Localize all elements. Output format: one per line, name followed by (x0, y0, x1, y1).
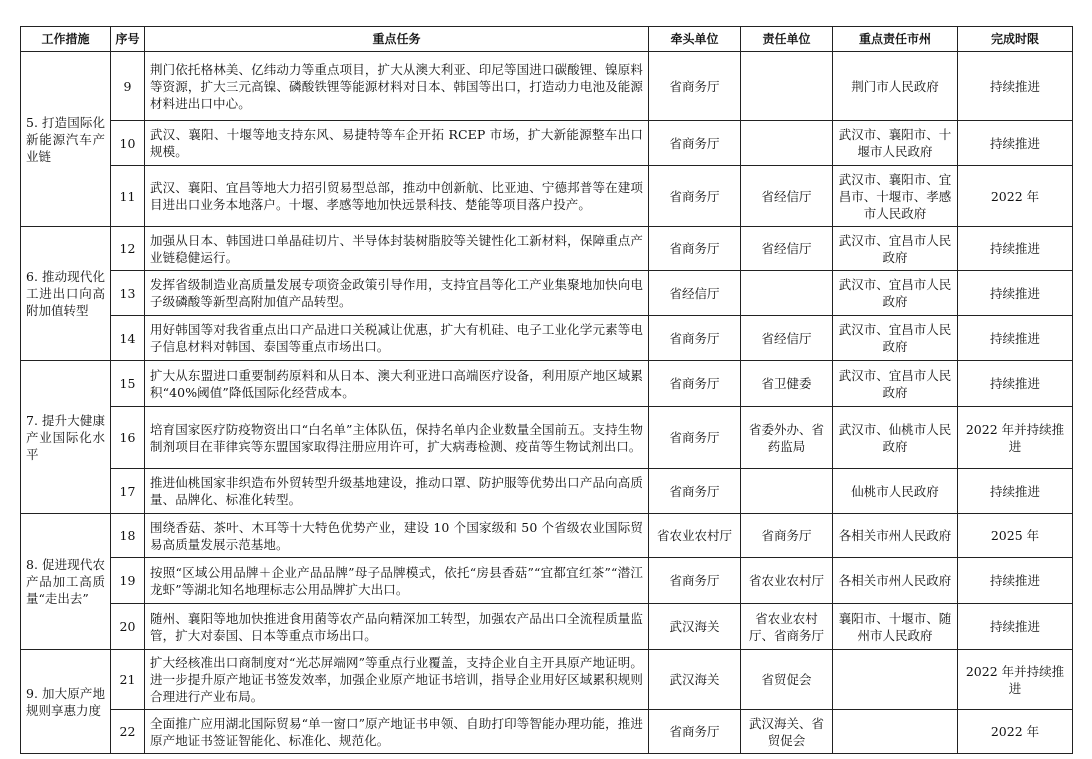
table-row (21, 650, 1073, 710)
task-text: 推进仙桃国家非织造布外贸转型升级基地建设，推动口罩、防护服等优势出口产品向高质量、品牌化、标准化转型。 (145, 469, 649, 514)
measure-cell: 7. 提升大健康产业国际化水平 (21, 361, 111, 514)
row-number: 17 (111, 469, 145, 514)
lead-unit: 省商务厅 (649, 121, 741, 166)
task-text: 武汉、襄阳、十堰等地支持东风、易捷特等车企开拓 RCEP 市场，扩大新能源整车出口规模。 (145, 121, 649, 166)
responsible-unit: 武汉海关、省贸促会 (741, 710, 833, 754)
row-number: 20 (111, 604, 145, 650)
deadline: 2022 年并持续推进 (958, 650, 1073, 710)
lead-unit: 省商务厅 (649, 52, 741, 121)
task-text: 按照“区域公用品牌＋企业产品品牌”母子品牌模式，依托“房县香菇”“宜都宜红茶”“潜江龙虾”等湖北知名地理标志公用品牌扩大出口。 (145, 558, 649, 604)
deadline: 持续推进 (958, 52, 1073, 121)
table-row (21, 316, 1073, 361)
table-row (21, 271, 1073, 316)
header-responsible-unit: 责任单位 (741, 27, 833, 52)
responsible-unit: 省贸促会 (741, 650, 833, 710)
row-number: 22 (111, 710, 145, 754)
lead-unit: 省商务厅 (649, 227, 741, 271)
responsible-unit: 省农业农村厅 (741, 558, 833, 604)
city (833, 710, 958, 754)
task-text: 全面推广应用湖北国际贸易“单一窗口”原产地证书申领、自助打印等智能办理功能，推进原产地证书签证智能化、标准化、规范化。 (145, 710, 649, 754)
measure-cell: 9. 加大原产地规则享惠力度 (21, 650, 111, 754)
row-number: 12 (111, 227, 145, 271)
city: 武汉市、宜昌市人民政府 (833, 361, 958, 407)
city (833, 650, 958, 710)
table-row (21, 469, 1073, 514)
table-row (21, 52, 1073, 121)
table-row (21, 361, 1073, 407)
header-lead-unit: 牵头单位 (649, 27, 741, 52)
measure-cell: 6. 推动现代化工进出口向高附加值转型 (21, 227, 111, 361)
task-text: 发挥省级制造业高质量发展专项资金政策引导作用，支持宜昌等化工产业集聚地加快向电子级磷酸等新型高附加值产品转型。 (145, 271, 649, 316)
task-text: 用好韩国等对我省重点出口产品进口关税减让优惠，扩大有机硅、电子工业化学元素等电子信息材料对韩国、泰国等重点市场出口。 (145, 316, 649, 361)
task-text: 培育国家医疗防疫物资出口“白名单”主体队伍，保持名单内企业数量全国前五。支持生物制剂项目在菲律宾等东盟国家取得注册应用许可，扩大病毒检测、疫苗等生物试剂出口。 (145, 407, 649, 469)
responsible-unit: 省农业农村厅、省商务厅 (741, 604, 833, 650)
lead-unit: 武汉海关 (649, 650, 741, 710)
row-number: 13 (111, 271, 145, 316)
lead-unit: 省经信厅 (649, 271, 741, 316)
responsible-unit: 省商务厅 (741, 514, 833, 558)
responsible-unit: 省经信厅 (741, 316, 833, 361)
responsible-unit: 省委外办、省药监局 (741, 407, 833, 469)
task-text: 扩大经核准出口商制度对“光芯屏端网”等重点行业覆盖，支持企业自主开具原产地证明。进一步提升原产地证书签发效率，加强企业原产地证书培训，指导企业用好区域累积规则合理进行产业布局。 (145, 650, 649, 710)
lead-unit: 省商务厅 (649, 710, 741, 754)
responsible-unit (741, 121, 833, 166)
city: 襄阳市、十堰市、随州市人民政府 (833, 604, 958, 650)
table-row (21, 166, 1073, 227)
deadline: 持续推进 (958, 121, 1073, 166)
row-number: 19 (111, 558, 145, 604)
deadline: 2025 年 (958, 514, 1073, 558)
lead-unit: 省商务厅 (649, 407, 741, 469)
task-text: 荆门依托格林美、亿纬动力等重点项目，扩大从澳大利亚、印尼等国进口碳酸锂、镍原料等资源，扩大三元高镍、磷酸铁锂等能源材料对日本、韩国等出口，打造动力电池及能源材料进出口中心。 (145, 52, 649, 121)
deadline: 2022 年 (958, 166, 1073, 227)
table-row (21, 227, 1073, 271)
header-deadline: 完成时限 (958, 27, 1073, 52)
lead-unit: 省商务厅 (649, 361, 741, 407)
responsible-unit: 省卫健委 (741, 361, 833, 407)
deadline: 2022 年 (958, 710, 1073, 754)
deadline: 持续推进 (958, 227, 1073, 271)
lead-unit: 省商务厅 (649, 469, 741, 514)
measure-cell: 8. 促进现代农产品加工高质量“走出去” (21, 514, 111, 650)
header-measure: 工作措施 (21, 27, 111, 52)
task-text: 围绕香菇、茶叶、木耳等十大特色优势产业，建设 10 个国家级和 50 个省级农业国际贸易高质量发展示范基地。 (145, 514, 649, 558)
lead-unit: 省农业农村厅 (649, 514, 741, 558)
deadline: 2022 年并持续推进 (958, 407, 1073, 469)
header-city: 重点责任市州 (833, 27, 958, 52)
table-row (21, 514, 1073, 558)
city: 武汉市、襄阳市、十堰市人民政府 (833, 121, 958, 166)
table-row (21, 604, 1073, 650)
lead-unit: 省商务厅 (649, 166, 741, 227)
responsible-unit: 省经信厅 (741, 166, 833, 227)
header-row (21, 27, 1073, 52)
table-row (21, 710, 1073, 754)
lead-unit: 省商务厅 (649, 316, 741, 361)
row-number: 15 (111, 361, 145, 407)
task-text: 武汉、襄阳、宜昌等地大力招引贸易型总部，推动中创新航、比亚迪、宁德邦普等在建项目进出口业务本地落户。十堰、孝感等地加快远景科技、楚能等项目落户投产。 (145, 166, 649, 227)
table-row (21, 558, 1073, 604)
row-number: 14 (111, 316, 145, 361)
row-number: 10 (111, 121, 145, 166)
task-text: 扩大从东盟进口重要制药原料和从日本、澳大利亚进口高端医疗设备，利用原产地区域累积“40%阈值”降低国际化经营成本。 (145, 361, 649, 407)
deadline: 持续推进 (958, 604, 1073, 650)
header-no: 序号 (111, 27, 145, 52)
row-number: 9 (111, 52, 145, 121)
city: 武汉市、仙桃市人民政府 (833, 407, 958, 469)
task-table (20, 26, 1073, 754)
responsible-unit: 省经信厅 (741, 227, 833, 271)
lead-unit: 省商务厅 (649, 558, 741, 604)
responsible-unit (741, 52, 833, 121)
city: 各相关市州人民政府 (833, 558, 958, 604)
task-text: 随州、襄阳等地加快推进食用菌等农产品向精深加工转型，加强农产品出口全流程质量监管，扩大对泰国、日本等重点市场出口。 (145, 604, 649, 650)
table-row (21, 121, 1073, 166)
row-number: 16 (111, 407, 145, 469)
task-text: 加强从日本、韩国进口单晶硅切片、半导体封装树脂胶等关键性化工新材料，保障重点产业链稳健运行。 (145, 227, 649, 271)
city: 各相关市州人民政府 (833, 514, 958, 558)
city: 武汉市、宜昌市人民政府 (833, 271, 958, 316)
row-number: 11 (111, 166, 145, 227)
responsible-unit (741, 469, 833, 514)
header-task: 重点任务 (145, 27, 649, 52)
city: 仙桃市人民政府 (833, 469, 958, 514)
deadline: 持续推进 (958, 316, 1073, 361)
deadline: 持续推进 (958, 271, 1073, 316)
city: 武汉市、宜昌市人民政府 (833, 227, 958, 271)
row-number: 21 (111, 650, 145, 710)
city: 武汉市、襄阳市、宜昌市、十堰市、孝感市人民政府 (833, 166, 958, 227)
lead-unit: 武汉海关 (649, 604, 741, 650)
city: 武汉市、宜昌市人民政府 (833, 316, 958, 361)
deadline: 持续推进 (958, 558, 1073, 604)
row-number: 18 (111, 514, 145, 558)
measure-cell: 5. 打造国际化新能源汽车产业链 (21, 52, 111, 227)
deadline: 持续推进 (958, 469, 1073, 514)
deadline: 持续推进 (958, 361, 1073, 407)
responsible-unit (741, 271, 833, 316)
table-row (21, 407, 1073, 469)
city: 荆门市人民政府 (833, 52, 958, 121)
